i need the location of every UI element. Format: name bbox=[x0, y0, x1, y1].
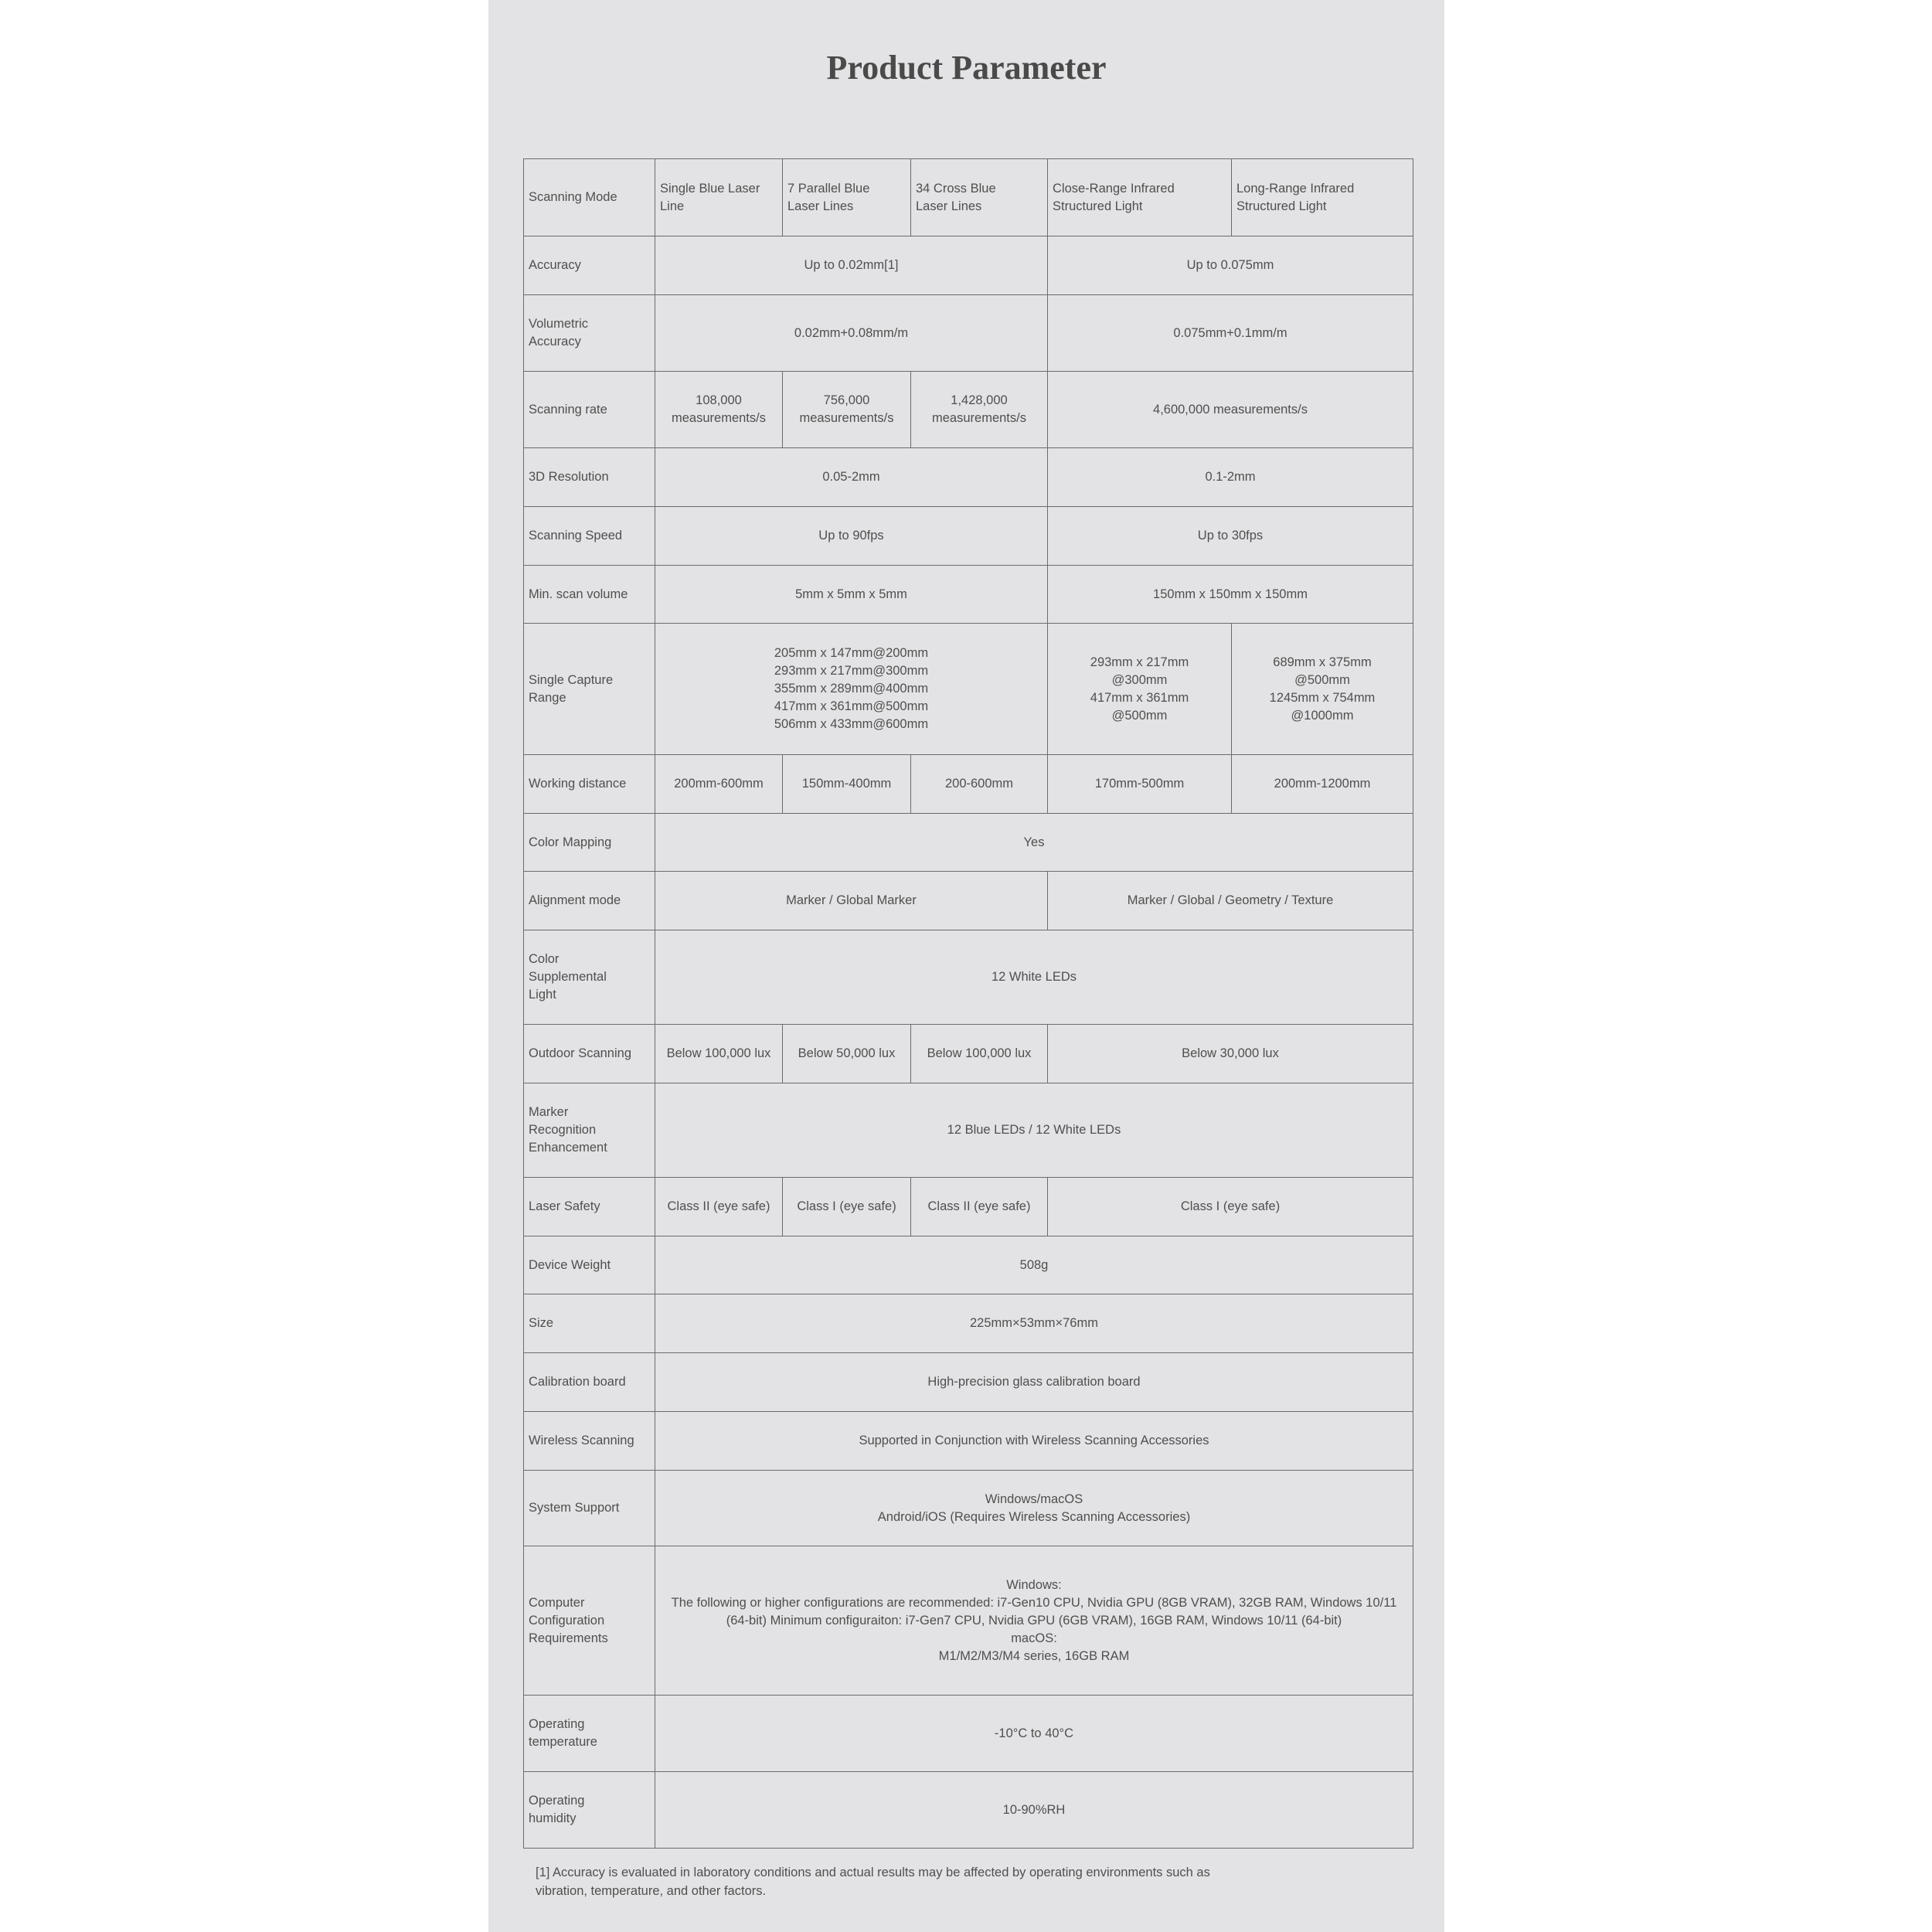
table-cell: Class I (eye safe) bbox=[783, 1178, 911, 1236]
table-cell: 0.05-2mm bbox=[655, 448, 1048, 507]
table-row bbox=[524, 236, 1413, 295]
table-cell: 0.075mm+0.1mm/m bbox=[1048, 295, 1413, 372]
mode-header: 7 Parallel Blue Laser Lines bbox=[783, 159, 911, 236]
table-cell: 10-90%RH bbox=[655, 1772, 1413, 1849]
row-label: Color Supplemental Light bbox=[524, 930, 655, 1025]
mode-header: Single Blue Laser Line bbox=[655, 159, 783, 236]
table-cell: 293mm x 217mm @300mm 417mm x 361mm @500mm bbox=[1048, 624, 1232, 755]
table-cell: Yes bbox=[655, 814, 1413, 872]
table-cell: Marker / Global / Geometry / Texture bbox=[1048, 872, 1413, 930]
table-row bbox=[524, 1083, 1413, 1178]
table-row bbox=[524, 1294, 1413, 1353]
page-title: Product Parameter bbox=[826, 49, 1107, 87]
table-row bbox=[524, 566, 1413, 624]
table-row bbox=[524, 1236, 1413, 1294]
table-cell: 150mm-400mm bbox=[783, 755, 911, 814]
row-label: Min. scan volume bbox=[524, 566, 655, 624]
table-cell: Below 30,000 lux bbox=[1048, 1025, 1413, 1083]
table-cell: Supported in Conjunction with Wireless Scanning Accessories bbox=[655, 1412, 1413, 1471]
table-cell: 205mm x 147mm@200mm 293mm x 217mm@300mm 355mm x 289mm@400mm 417mm x 361mm@500mm 506mm x 433mm@600mm bbox=[655, 624, 1048, 755]
table-cell: Class II (eye safe) bbox=[655, 1178, 783, 1236]
table-row bbox=[524, 372, 1413, 448]
row-label: Accuracy bbox=[524, 236, 655, 295]
row-label: Computer Configuration Requirements bbox=[524, 1546, 655, 1696]
row-label: Scanning rate bbox=[524, 372, 655, 448]
table-cell: 0.1-2mm bbox=[1048, 448, 1413, 507]
row-label: Alignment mode bbox=[524, 872, 655, 930]
table-cell: Below 100,000 lux bbox=[911, 1025, 1048, 1083]
table-row bbox=[524, 1412, 1413, 1471]
table-row bbox=[524, 159, 1413, 236]
table-cell: 108,000 measurements/s bbox=[655, 372, 783, 448]
row-label: Working distance bbox=[524, 755, 655, 814]
table-row bbox=[524, 295, 1413, 372]
table-row bbox=[524, 1353, 1413, 1412]
spec-table bbox=[523, 158, 1413, 1849]
table-row bbox=[524, 507, 1413, 566]
table-row bbox=[524, 1471, 1413, 1546]
table-cell: 12 White LEDs bbox=[655, 930, 1413, 1025]
table-cell: Up to 0.02mm[1] bbox=[655, 236, 1048, 295]
row-label: Color Mapping bbox=[524, 814, 655, 872]
table-cell: Up to 0.075mm bbox=[1048, 236, 1413, 295]
row-label: Scanning Speed bbox=[524, 507, 655, 566]
row-label: System Support bbox=[524, 1471, 655, 1546]
table-row bbox=[524, 814, 1413, 872]
table-cell: 200mm-600mm bbox=[655, 755, 783, 814]
row-label: Single Capture Range bbox=[524, 624, 655, 755]
mode-header: Close-Range Infrared Structured Light bbox=[1048, 159, 1232, 236]
table-cell: 150mm x 150mm x 150mm bbox=[1048, 566, 1413, 624]
table-row bbox=[524, 624, 1413, 755]
table-cell: Windows/macOS Android/iOS (Requires Wireless Scanning Accessories) bbox=[655, 1471, 1413, 1546]
table-cell: 225mm×53mm×76mm bbox=[655, 1294, 1413, 1353]
mode-header: Long-Range Infrared Structured Light bbox=[1232, 159, 1413, 236]
table-cell: Up to 30fps bbox=[1048, 507, 1413, 566]
table-cell: 756,000 measurements/s bbox=[783, 372, 911, 448]
table-cell: High-precision glass calibration board bbox=[655, 1353, 1413, 1412]
table-cell: 5mm x 5mm x 5mm bbox=[655, 566, 1048, 624]
row-label: Operating humidity bbox=[524, 1772, 655, 1849]
table-cell: 200-600mm bbox=[911, 755, 1048, 814]
table-row bbox=[524, 1178, 1413, 1236]
table-cell: 4,600,000 measurements/s bbox=[1048, 372, 1413, 448]
row-label: Marker Recognition Enhancement bbox=[524, 1083, 655, 1178]
table-cell: Windows: The following or higher configurations are recommended: i7-Gen10 CPU, Nvidia GPU (8GB VRAM), 32GB RAM, Windows 10/11 (64-bit) Minimum configuraiton: i7-Gen7 CPU, Nvidia GPU (6GB VRAM), 16GB RAM, Windows 10/11 (64-bit) macOS: M1/M2/M3/M4 series, 16GB RAM bbox=[655, 1546, 1413, 1696]
table-cell: Below 100,000 lux bbox=[655, 1025, 783, 1083]
table-cell: 508g bbox=[655, 1236, 1413, 1294]
row-label: Scanning Mode bbox=[524, 159, 655, 236]
table-cell: Up to 90fps bbox=[655, 507, 1048, 566]
product-parameter-page bbox=[488, 0, 1444, 1932]
row-label: 3D Resolution bbox=[524, 448, 655, 507]
table-cell: 12 Blue LEDs / 12 White LEDs bbox=[655, 1083, 1413, 1178]
row-label: Size bbox=[524, 1294, 655, 1353]
table-row bbox=[524, 448, 1413, 507]
table-cell: 1,428,000 measurements/s bbox=[911, 372, 1048, 448]
table-cell: Marker / Global Marker bbox=[655, 872, 1048, 930]
table-cell: Class I (eye safe) bbox=[1048, 1178, 1413, 1236]
table-row bbox=[524, 1696, 1413, 1772]
accuracy-footnote: [1] Accuracy is evaluated in laboratory conditions and actual results may be affected by operating environments such as vibration, temperature, and other factors. bbox=[536, 1866, 1210, 1898]
table-row bbox=[524, 1025, 1413, 1083]
table-cell: Class II (eye safe) bbox=[911, 1178, 1048, 1236]
table-cell: 0.02mm+0.08mm/m bbox=[655, 295, 1048, 372]
table-cell: 689mm x 375mm @500mm 1245mm x 754mm @1000mm bbox=[1232, 624, 1413, 755]
row-label: Calibration board bbox=[524, 1353, 655, 1412]
mode-header: 34 Cross Blue Laser Lines bbox=[911, 159, 1048, 236]
table-row bbox=[524, 1546, 1413, 1696]
row-label: Outdoor Scanning bbox=[524, 1025, 655, 1083]
table-cell: Below 50,000 lux bbox=[783, 1025, 911, 1083]
table-row bbox=[524, 872, 1413, 930]
table-row bbox=[524, 1772, 1413, 1849]
row-label: Laser Safety bbox=[524, 1178, 655, 1236]
row-label: Volumetric Accuracy bbox=[524, 295, 655, 372]
table-row bbox=[524, 755, 1413, 814]
row-label: Operating temperature bbox=[524, 1696, 655, 1772]
table-cell: -10°C to 40°C bbox=[655, 1696, 1413, 1772]
row-label: Wireless Scanning bbox=[524, 1412, 655, 1471]
table-cell: 170mm-500mm bbox=[1048, 755, 1232, 814]
table-cell: 200mm-1200mm bbox=[1232, 755, 1413, 814]
table-row bbox=[524, 930, 1413, 1025]
row-label: Device Weight bbox=[524, 1236, 655, 1294]
